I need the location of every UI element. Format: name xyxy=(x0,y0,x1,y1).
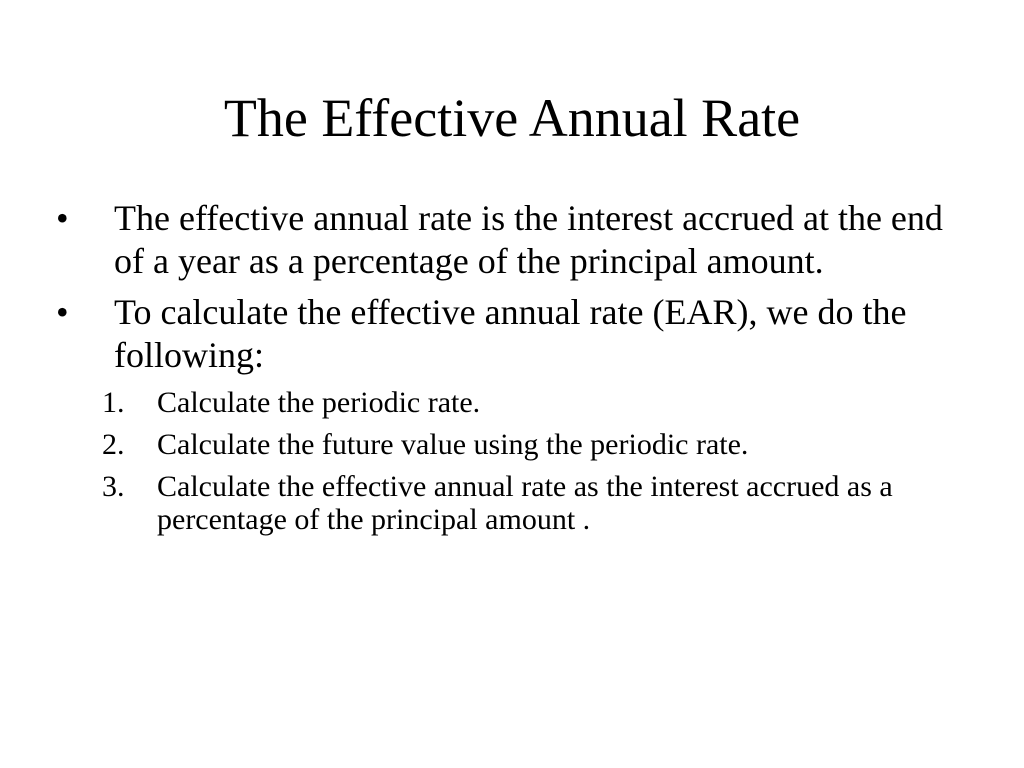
bullet-list xyxy=(56,197,976,536)
bullet-item xyxy=(56,197,976,283)
bullet-marker: • xyxy=(56,292,69,332)
step-item xyxy=(102,428,962,461)
slide-title: The Effective Annual Rate xyxy=(223,88,801,148)
step-number: 1. xyxy=(102,386,125,419)
steps-container xyxy=(56,386,976,536)
step-item xyxy=(102,386,962,419)
bullet-marker: • xyxy=(56,198,69,238)
bullet-text: To calculate the effective annual rate (EAR), we do the following: xyxy=(114,292,907,375)
bullet-text: The effective annual rate is the interest accrued at the end of a year as a percentage of the principal amount. xyxy=(114,198,943,281)
bullet-item xyxy=(56,291,976,377)
step-item xyxy=(102,470,962,536)
step-text: Calculate the effective annual rate as the interest accrued as a percentage of the principal amount . xyxy=(157,470,893,536)
step-text: Calculate the future value using the periodic rate. xyxy=(157,428,749,461)
step-number: 3. xyxy=(102,470,125,503)
numbered-steps-list xyxy=(102,386,962,536)
step-number: 2. xyxy=(102,428,125,461)
step-text: Calculate the periodic rate. xyxy=(157,386,481,419)
